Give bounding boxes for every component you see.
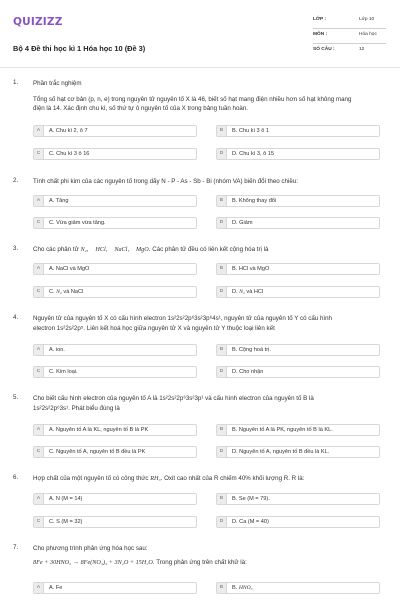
question-stem — [33, 544, 378, 567]
option-letter: B — [217, 583, 227, 593]
formula: N₂ — [80, 246, 87, 253]
question-6 — [13, 474, 386, 530]
option-text: B. Cộng hoá trị. — [232, 347, 271, 353]
formula: MgO — [136, 246, 149, 253]
option-text: C. Vừa giảm vừa tăng. — [49, 220, 106, 226]
option-letter: C — [34, 517, 44, 527]
option-text — [232, 287, 263, 297]
option-letter: D — [217, 367, 227, 377]
option-a[interactable] — [33, 344, 197, 356]
option-text: A. Tăng — [49, 198, 69, 204]
stem-text: . Oxit cao nhất của R chiếm 40% khối lượng R. R là: — [160, 475, 305, 482]
option-prefix: D. — [232, 289, 238, 295]
option-text: D. Giảm — [232, 220, 253, 226]
stem-text: Hợp chất của một nguyên tố có công thức — [33, 475, 149, 482]
option-letter: C — [34, 367, 44, 377]
option-prefix: C. — [49, 289, 55, 295]
option-b[interactable] — [216, 493, 380, 505]
meta-row-count — [313, 44, 386, 59]
option-text: B. Nguyên tố A là PK, nguyên tố B là KL. — [232, 427, 333, 433]
option-letter: D — [217, 149, 227, 159]
stem-line: 1s²2s²2p⁶3s¹. Phát biểu đúng là — [33, 404, 120, 412]
question-number: 5. — [13, 394, 19, 401]
option-b[interactable] — [216, 195, 380, 207]
option-letter: D — [217, 287, 227, 297]
option-letter: A — [34, 126, 44, 136]
question-1 — [13, 79, 386, 163]
meta-value: Lớp 10 — [359, 17, 375, 22]
option-text: C. Nguyên tố A, nguyên tố B đều là PK — [49, 449, 146, 455]
meta-value: Hóa học — [359, 32, 377, 37]
option-c[interactable] — [33, 286, 197, 298]
meta-key: LỚP : — [313, 17, 327, 22]
equation-line — [33, 558, 378, 568]
option-letter: B — [217, 264, 227, 274]
question-number: 3. — [13, 245, 19, 252]
option-text: D. Nguyên tố A, nguyên tố B đều là KL. — [232, 449, 330, 455]
question-number: 6. — [13, 474, 19, 481]
question-number: 4. — [13, 314, 19, 321]
option-text: D. Chu kì 3, ô 15 — [232, 151, 274, 157]
option-letter: C — [34, 218, 44, 228]
option-c[interactable] — [33, 516, 197, 528]
question-3 — [13, 245, 386, 301]
option-letter: A — [34, 264, 44, 274]
question-stem — [33, 177, 378, 187]
question-stem — [33, 79, 378, 114]
meta-value: 12 — [359, 47, 365, 52]
stem-text: . Trong phản ứng trên chất khử là: — [152, 558, 247, 566]
option-letter: A — [34, 196, 44, 206]
question-2 — [13, 177, 386, 233]
question-stem — [33, 394, 378, 413]
worksheet-header — [13, 12, 386, 62]
option-d[interactable] — [216, 366, 380, 378]
option-text: D. Ca (M = 40) — [232, 519, 269, 525]
question-number: 1. — [13, 79, 19, 86]
option-text: A. NaCl và MgO — [49, 266, 90, 272]
option-letter: B — [217, 345, 227, 355]
stem-line: Tính chất phi kim của các nguyên tố trong dãy N - P - As - Sb - Bi (nhóm VA) biến đổi theo chiều: — [33, 178, 298, 185]
page-title: Bộ 4 Đề thi học kì 1 Hóa học 10 (Đề 3) — [13, 44, 146, 53]
option-d[interactable] — [216, 516, 380, 528]
option-text: D. Cho nhận — [232, 369, 264, 375]
option-letter: A — [34, 583, 44, 593]
option-b[interactable] — [216, 424, 380, 436]
option-text: C. Kim loại. — [49, 369, 78, 375]
option-letter: B — [217, 126, 227, 136]
question-number: 7. — [13, 544, 19, 551]
option-text: B. Không thay đổi — [232, 198, 277, 204]
stem-line: Tổng số hạt cơ bản (p, n, e) trong nguyên tử nguyên tố X là 46, biết số hạt mang điện nhiều hơn số hạt không mang — [33, 95, 352, 103]
formula: HCl — [95, 246, 106, 253]
option-c[interactable] — [33, 446, 197, 458]
option-letter: A — [34, 345, 44, 355]
formula: N₂ — [56, 289, 62, 295]
option-a[interactable] — [33, 195, 197, 207]
meta-row-class — [313, 14, 386, 29]
meta-table — [313, 14, 386, 59]
option-b[interactable] — [216, 263, 380, 275]
question-number: 2. — [13, 177, 19, 184]
option-letter: D — [217, 517, 227, 527]
option-suffix: và NaCl — [63, 289, 84, 295]
option-c[interactable] — [33, 366, 197, 378]
option-a[interactable] — [33, 263, 197, 275]
option-letter: B — [217, 196, 227, 206]
option-text: C. Chu kì 3 ô 16 — [49, 151, 90, 157]
formula: NaCl — [114, 246, 128, 253]
header-divider — [0, 67, 400, 68]
meta-key: SỐ CÂU : — [313, 47, 335, 52]
option-letter: B — [217, 425, 227, 435]
option-d[interactable] — [216, 148, 380, 160]
option-letter: A — [34, 425, 44, 435]
option-d[interactable] — [216, 217, 380, 229]
option-b[interactable] — [216, 125, 380, 137]
option-text: A. Fe — [49, 585, 63, 591]
option-d[interactable] — [216, 286, 380, 298]
option-letter: C — [34, 287, 44, 297]
formula: HNO₃ — [238, 585, 253, 591]
option-c[interactable] — [33, 148, 197, 160]
option-letter: D — [217, 447, 227, 457]
chemical-equation: 8Fe + 30HNO₃ → 8Fe(NO₃)₃ + 3N₂O + 15H₂O — [33, 558, 153, 566]
option-a[interactable] — [33, 582, 197, 594]
meta-row-subject — [313, 29, 386, 44]
stem-line: Cho phương trình phản ứng hóa học sau: — [33, 545, 148, 552]
stem-line: Nguyên tử của nguyên tố X có cấu hình electron 1s²2s²2p⁶3s²3p⁶4s¹, nguyên tử của nguyên tố Y có cấu hình — [33, 315, 332, 322]
option-c[interactable] — [33, 217, 197, 229]
option-text — [49, 287, 83, 297]
option-text: B. Se (M = 79). — [232, 496, 270, 502]
option-text: B. Chu kì 3 ô 1 — [232, 128, 270, 134]
question-stem: Cho các phân tử N₂, HCl, NaCl, MgO. Các phân tử đều có liên kết cộng hóa trị là — [33, 246, 269, 253]
option-letter: C — [34, 447, 44, 457]
formula: RH₃ — [150, 475, 161, 482]
option-text: A. Nguyên tố A là KL, nguyên tố B là PK — [49, 427, 149, 433]
section-heading: Phần trắc nghiệm — [33, 80, 82, 87]
option-d[interactable] — [216, 446, 380, 458]
option-a[interactable] — [33, 493, 197, 505]
question-stem — [33, 474, 378, 484]
option-letter: C — [34, 149, 44, 159]
option-a[interactable] — [33, 424, 197, 436]
formula: N₂ — [239, 289, 245, 295]
question-7 — [13, 544, 386, 596]
option-text: A. ion. — [49, 347, 65, 353]
option-text — [232, 583, 253, 593]
stem-text: Các phân tử đều có liên kết cộng hóa trị là — [152, 246, 269, 253]
option-b[interactable] — [216, 344, 380, 356]
option-letter: D — [217, 218, 227, 228]
quizizz-logo: QUIZIZZ — [13, 16, 63, 28]
question-4 — [13, 314, 386, 380]
option-letter: B — [217, 494, 227, 504]
stem-line: electron 1s²2s²2p⁵. Liên kết hoá học giữa nguyên tử X và nguyên tử Y thuộc loại liên kết — [33, 324, 275, 332]
option-a[interactable] — [33, 125, 197, 137]
meta-key: MÔN : — [313, 32, 328, 37]
stem-line: Cho biết cấu hình electron của nguyên tố A là 1s²2s²2p⁶3s²3p¹ và cấu hình electron của nguyên tố B là — [33, 395, 314, 402]
question-5 — [13, 394, 386, 460]
option-text: B. HCl và MgO — [232, 266, 270, 272]
stem-text: Cho các phân tử — [33, 246, 79, 253]
option-text: C. S (M = 32) — [49, 519, 83, 525]
option-text: A. Chu kì 2, ô 7 — [49, 128, 88, 134]
option-text: A. N (M = 14) — [49, 496, 83, 502]
question-stem — [33, 314, 378, 333]
option-letter: A — [34, 494, 44, 504]
option-b[interactable] — [216, 582, 380, 594]
option-suffix: và HCl — [246, 289, 264, 295]
stem-line: điện là 14. Xác định chu kì, số thứ tự ô nguyên tố của X trong bảng tuần hoàn. — [33, 105, 249, 113]
option-prefix: B. — [232, 585, 238, 591]
